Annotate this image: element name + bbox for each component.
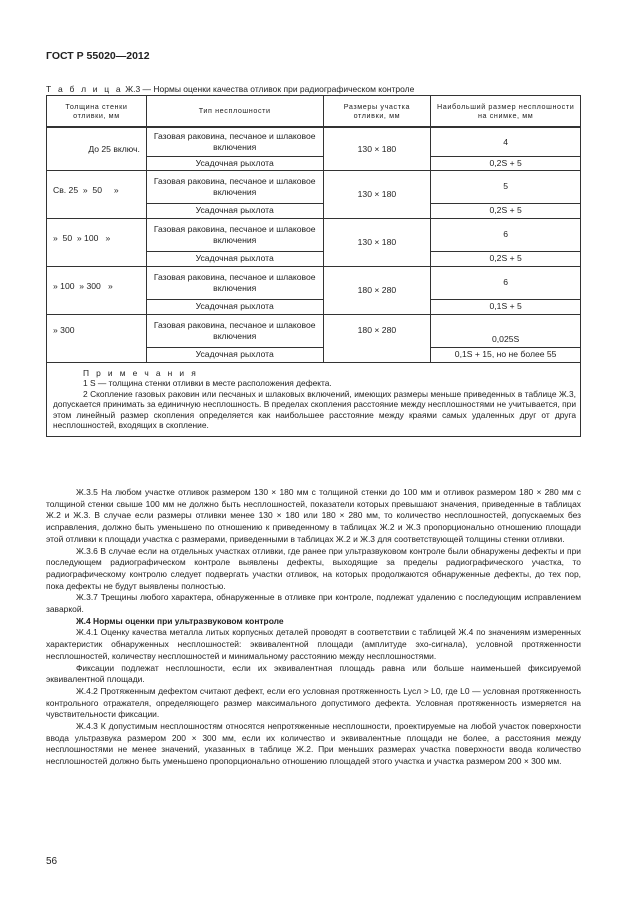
thickness-cell: » 300 [47,314,147,362]
table-row [47,218,581,251]
header-max-size: Наибольший размер несплошности на снимке, мм [431,96,581,128]
norms-table [46,95,581,437]
area-cell: 130 × 180 [323,218,431,266]
paragraph-zh-4-1: Ж.4.1 Оценку качества металла литых корпусных деталей проводят в соответствии с таблицей Ж.4 по значениям измеренных характеристик обнаруженных несплошностей: эквивалентной площади (амплитуде эхо-сигнала), условной протяженности несплошностей, количеству несплошностей и минимальному расстоянию между несплошностями. [46,627,581,661]
max-size-cell: 0,025S [431,314,581,347]
max-size-cell: 0,2S + 5 [431,251,581,266]
page-number: 56 [46,856,58,867]
table-notes-row [47,362,581,436]
table-row [47,314,581,347]
type-cell: Усадочная рыхлота [146,251,323,266]
type-cell: Усадочная рыхлота [146,299,323,314]
header-area: Размеры участка отливки, мм [323,96,431,128]
table-caption-prefix: Т а б л и ц а [46,84,123,94]
thickness-cell: Св. 25 » 50 » [47,170,147,218]
paragraph-zh-3-5: Ж.3.5 На любом участке отливок размером 130 × 180 мм с толщиной стенки до 100 мм и отливок размером 180 × 280 мм с толщиной стенки свыше 100 мм не должно быть несплошностей, показатели которых превышают значения, приведенные в таблицах Ж.2 и Ж.3. В случае если размеры отливки менее 130 × 180 или 180 × 280 мм, то количество несплошностей, допускаемых без исправления, должно быть уменьшено по отношению к приведенному в таблицах Ж.2 и Ж.3 пропорционально отношению площади этой отливки к площади участка с размерами, приведенными в таблицах Ж.2 и Ж.3 для соответствующей толщины стенки отливки. [46,487,581,544]
header-thickness: Толщина стенки отливки, мм [47,96,147,128]
max-size-cell: 0,2S + 5 [431,203,581,218]
area-cell: 180 × 280 [323,266,431,314]
header-type: Тип несплошности [146,96,323,128]
table-header-row [47,96,581,128]
max-size-cell: 0,1S + 5 [431,299,581,314]
max-size-cell: 0,1S + 15, но не более 55 [431,347,581,362]
table-row [47,170,581,203]
type-cell: Газовая раковина, песчаное и шлаковое включения [146,314,323,347]
max-size-cell: 6 [431,266,581,299]
section-heading-zh-4: Ж.4 Нормы оценки при ультразвуковом контроле [76,615,284,626]
thickness-cell: » 50 » 100 » [47,218,147,266]
table-caption [46,84,414,94]
type-cell: Усадочная рыхлота [146,156,323,170]
paragraph-zh-4-3: Ж.4.3 К допустимым несплошностям относятся непротяженные несплошности, проектируемые на любой участок поверхности ввода ультразвука размером 200 × 300 мм, если их количество и эквивалентные площади не более, а расстояния между несплошностями не менее значений, указанных в таблице Ж.2. При меньших размерах участка поверхности ввода количество несплошностей должно быть уменьшено пропорционально отношению площадей этого участка и участка размером 200 × 300 мм. [46,721,581,767]
type-cell: Газовая раковина, песчаное и шлаковое включения [146,218,323,251]
table-caption-text: Ж.3 — Нормы оценки качества отливок при радиографическом контроле [122,84,415,94]
thickness-cell: До 25 включ. [47,127,147,170]
type-cell: Газовая раковина, песчаное и шлаковое включения [146,266,323,299]
thickness-cell: » 100 » 300 » [47,266,147,314]
area-cell: 130 × 180 [323,127,431,170]
notes-title: П р и м е ч а н и я [83,367,199,378]
max-size-cell: 0,2S + 5 [431,156,581,170]
table-row [47,127,581,156]
type-cell: Усадочная рыхлота [146,347,323,362]
paragraph-fixation: Фиксации подлежат несплошности, если их эквивалентная площадь равна или больше наименьшей фиксируемой эквивалентной площади. [46,662,581,685]
table-row [47,266,581,299]
area-cell: 180 × 280 [323,314,431,362]
max-size-cell: 6 [431,218,581,251]
paragraph-zh-4-2: Ж.4.2 Протяженным дефектом считают дефект, если его условная протяженность Lусл > L0, где L0 — условная протяженность контрольного отражателя, определяющего размер максимального допустимого дефекта. Условная протяженность измеряется на чувствительности фиксации. [46,685,581,720]
area-cell: 130 × 180 [323,170,431,218]
max-size-cell: 4 [431,127,581,156]
note-2: 2 Скопление газовых раковин или песчаных и шлаковых включений, имеющих размеры меньше приведенных в таблице Ж.3, допускается принимать за единичную несплошность. В пределах скопления расстояние между несплошностями не учитывается, при этом линейный размер скопления определяется как наибольшее расстояние между краями самых удаленных друг от друга несплошностей, входящих в скопление. [53,388,576,430]
max-size-cell: 5 [431,170,581,203]
document-header: ГОСТ Р 55020—2012 [46,50,150,62]
type-cell: Газовая раковина, песчаное и шлаковое включения [146,170,323,203]
type-cell: Газовая раковина, песчаное и шлаковое включения [146,127,323,156]
table-notes [47,362,581,436]
note-1: 1 S — толщина стенки отливки в месте расположения дефекта. [83,378,332,388]
paragraph-zh-3-7: Ж.3.7 Трещины любого характера, обнаруженные в отливке при контроле, подлежат удалению с последующим исправлением заваркой. [46,592,581,615]
type-cell: Усадочная рыхлота [146,203,323,218]
body-text [46,487,581,768]
paragraph-zh-3-6: Ж.3.6 В случае если на отдельных участках отливки, где ранее при ультразвуковом контроле были обнаружены дефекты и при последующем радиографическом контроле выявлены дефекты, выходящие за пределы радиографического участка, то радиографическому контролю следует подвергать участки отливок, на которых продолжаются обнаруженные дефекты, до тех пор, пока дефекты не будут выявлены полностью. [46,545,581,591]
